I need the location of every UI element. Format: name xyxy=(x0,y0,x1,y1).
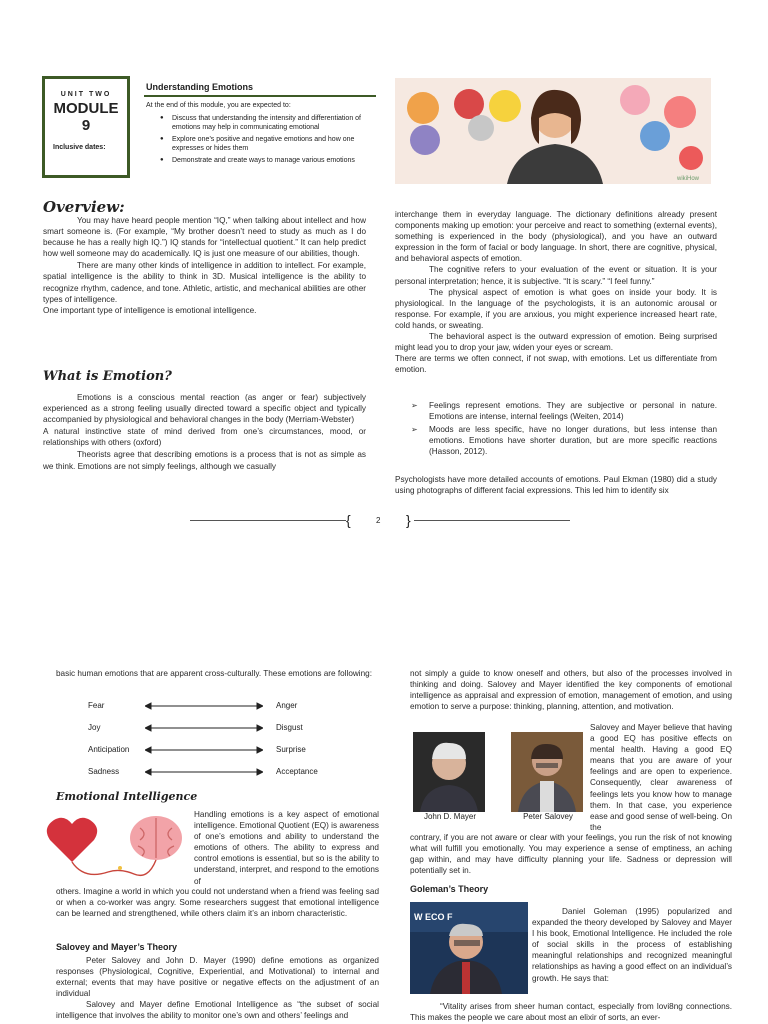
emotion-term-item: ➢ Feelings represent emotions. They are subjective or personal in nature. Emotions are intense, internal feelings (Weiten, 2014) xyxy=(411,400,717,422)
emotion-right: Acceptance xyxy=(276,767,318,776)
paragraph: There are terms we often connect, if not swap, with emotions. Let us differentiate from emotion. xyxy=(395,354,717,375)
what-is-emotion-heading: What is Emotion? xyxy=(43,369,172,384)
happy-face-icon xyxy=(489,90,521,122)
emotion-left: Fear xyxy=(88,701,105,710)
objective-item: ● Demonstrate and create ways to manage various emotions xyxy=(160,156,376,165)
paragraph: The behavioral aspect is the outward expression of emotion. Being surprised might lead you to drop your jaw, widen your eyes or scream. xyxy=(395,332,717,353)
heart-icon xyxy=(47,818,97,862)
forum-backdrop-text: W ECO F xyxy=(414,912,453,922)
eq-paragraph-wrap: Salovey and Mayer believe that having a good EQ has positive effects on mental health. Having a good EQ means that you are aware of your feelings and are open to experience. Consequently, clear awareness of feelings lets you know how to manage them. In that case, you experience ease and good sense of well-being. On the xyxy=(590,723,733,832)
sad-face-icon xyxy=(640,121,670,151)
overview-body xyxy=(43,215,366,316)
smiling-face-icon xyxy=(620,85,650,115)
ei-heading: Emotional Intelligence xyxy=(56,790,198,803)
watermark: wikiHow xyxy=(677,176,700,182)
goleman-heading: Goleman’s Theory xyxy=(410,884,489,894)
objective-item: ● Explore one’s positive and negative emotions and how one expresses or hides them xyxy=(160,135,376,154)
emotion-right: Anger xyxy=(276,701,298,710)
objectives-intro: At the end of this module, you are expected to: xyxy=(146,102,291,109)
salovey-paragraph: Peter Salovey and John D. Mayer (1990) define emotions as organized responses (Physiological, Cognitive, Experiential, and Motivational) to internal and external; events that may have positive or negative effects on the adjustment of an individual xyxy=(56,956,379,999)
john-mayer-caption: John D. Mayer xyxy=(423,812,477,821)
ei-paragraph-wrap: Handling emotions is a key aspect of emotional intelligence. Emotional Quotient (EQ) is awareness of one’s emotions and ability to understand the emotions of others. The ability to express and control emotions is essential, but so is the ability to understand, interpret, and respond to the emotions of xyxy=(194,810,379,886)
emotion-left: Anticipation xyxy=(88,745,130,754)
overview-paragraph: You may have heard people mention “IQ,” when talking about intellect and how smart someone is. (For example, “My brother doesn’t need to study as much as I do because he has a really high IQ.”) IQ stands for “intellectual quotient.” It can help predict how well someone may do academically. IQ is just one measure of our abilities, though. xyxy=(43,216,366,259)
salovey-paragraph: Salovey and Mayer define Emotional Intelligence as “the subset of social intelligence that involves the ability to monitor one’s own and others’ feelings and xyxy=(56,1000,379,1021)
page-number: 2 xyxy=(376,516,381,525)
emotion-arrows xyxy=(145,700,263,778)
emotion-definition: A natural instinctive state of mind derived from one’s circumstances, mood, or relationships with others (oxford) xyxy=(43,427,366,448)
title-rule xyxy=(144,95,376,97)
module-label: MODULE xyxy=(53,100,119,117)
emotion-paragraph: Theorists agree that describing emotions is a process that is not as simple as we think. Emotions are not simply feelings, although we casually xyxy=(43,450,366,471)
ei-paragraph: others. Imagine a world in which you could not understand when a friend was feeling sad or when a co-worker was angry. Some researchers suggest that emotional intelligence can be learned and strengthened, while others claim it’s an inborn characteristic. xyxy=(56,887,379,919)
neutral-face-icon xyxy=(468,115,494,141)
unit-label: UNIT TWO xyxy=(60,91,112,98)
module-number: 9 xyxy=(81,117,91,134)
peter-salovey-caption: Peter Salovey xyxy=(523,812,573,821)
footer-bracket-right: } xyxy=(406,512,411,528)
goleman-photo xyxy=(410,902,528,994)
upset-face-icon xyxy=(679,146,703,170)
footer-rule-left xyxy=(190,520,346,521)
salovey-body xyxy=(56,955,379,1022)
basic-emotions-intro: basic human emotions that are apparent cross-culturally. These emotions are following: xyxy=(56,669,372,678)
salovey-heading: Salovey and Mayer’s Theory xyxy=(56,942,178,952)
paragraph: interchange them in everyday language. The dictionary definitions already present components making up emotion: your perceive and react to something (external events), something is experienced in the body (physiological), and you have an outward expression in the form of facial or body language. In short, there are cognitive, physical, and behavioral aspects of emotion. xyxy=(395,210,717,264)
emotions-illustration xyxy=(395,78,711,184)
goleman-quote: “Vitality arises from sheer human contact, especially from lovi8ng connections. This makes the people we care about most an elixir of sorts, an ever- xyxy=(410,1002,732,1023)
crying-face-icon xyxy=(664,96,696,128)
annoyed-face-icon xyxy=(410,125,440,155)
objectives-list xyxy=(160,114,376,167)
goleman-paragraph: Daniel Goleman (1995) popularized and expanded the theory developed by Salovey and Mayer I his book, Emotional Intelligence. He included the role of social skills in the process of establishing meaningful relationships and recognized meaningful relationships as having a good effect on an individual’s growth. He says that: xyxy=(532,907,732,983)
heart-brain-illustration xyxy=(44,810,188,882)
module-box xyxy=(42,76,130,178)
emotion-left: Sadness xyxy=(88,767,120,776)
footer-rule-right xyxy=(414,520,570,521)
ekman-paragraph: Psychologists have more detailed accounts of emotions. Paul Ekman (1980) did a study using photographs of different facial expressions. This led him to identify six xyxy=(395,475,717,496)
emotion-left: Joy xyxy=(88,723,101,732)
inclusive-dates-label: Inclusive dates: xyxy=(53,144,106,151)
overview-paragraph: One important type of intelligence is emotional intelligence. xyxy=(43,305,257,315)
emotion-term-item: ➢ Moods are less specific, have no longer durations, but less intense than emotions. Emotions have shorter duration, but are more specific reactions (Hasson, 2012). xyxy=(411,424,717,457)
emotion-right: Disgust xyxy=(276,723,303,732)
paragraph: The physical aspect of emotion is what goes on inside your body. It is physiological. In the language of the psychologists, it is an autonomic arousal or response. For example, if you are anxious, you might experience increased heart rate, cold hands, or sweating. xyxy=(395,287,717,330)
mad-face-icon xyxy=(454,89,484,119)
connecting-cord xyxy=(72,860,156,875)
right-column-body xyxy=(395,209,717,375)
module-title: Understanding Emotions xyxy=(146,82,254,92)
emotion-terms-list xyxy=(411,400,717,459)
footer-bracket-left: { xyxy=(346,512,351,528)
emotion-right: Surprise xyxy=(276,745,306,754)
overview-paragraph: There are many other kinds of intelligence in addition to intellect. For example, spatial intelligence is the ability to think in 3D. Musical intelligence is the ability to recognize rhythm, cadence, and tone. Athletic, artistic, and mechanical abilities are other types of intelligence. xyxy=(43,261,366,304)
angry-face-icon xyxy=(407,92,439,124)
eq-paragraph: contrary, if you are not aware or clear with your feelings, you run the risk of not knowing what will fulfill you emotionally. You may experience a sense of emptiness, an aching gap within, and may have difficulty planning your life. Sadness or depression will potentially set in. xyxy=(410,833,732,876)
objective-item: ● Discuss that understanding the intensity and differentiation of emotions may help in communicating emotional xyxy=(160,114,376,133)
what-is-emotion-body xyxy=(43,392,366,472)
paragraph: The cognitive refers to your evaluation of the event or situation. It is your personal interpretation; hence, it is subjective. “It is scary.” “I feel funny.” xyxy=(395,265,717,286)
overview-heading: Overview: xyxy=(43,198,125,216)
emotion-definition: Emotions is a conscious mental reaction (as anger or fear) subjectively experienced as a strong feeling usually directed toward a specific object and typically accompanied by physiological and behavioral changes in the body (Merriam-Webster) xyxy=(43,393,366,425)
components-paragraph: not simply a guide to know oneself and others, but also of the processes involved in thinking and doing. Salovey and Mayer identified the key components of emotional intelligence as appraisal and expression of emotion, management of emotion, and using emotion to serve a purpose: thinking, planning, attention, and motivation. xyxy=(410,669,732,712)
